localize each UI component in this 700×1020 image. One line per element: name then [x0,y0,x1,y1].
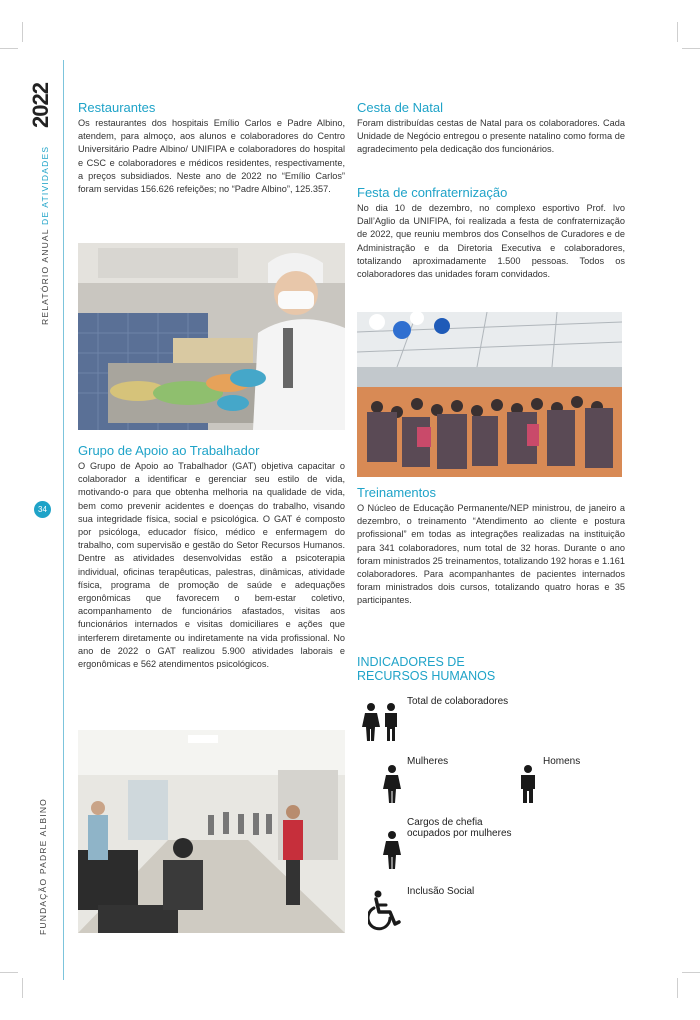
woman-icon [382,764,402,809]
section-treinamentos [357,485,625,608]
crop-mark [682,48,700,49]
sidebar-divider [63,60,64,980]
section-title: Festa de confraternização [357,185,508,200]
crop-mark [22,22,23,42]
year-logo: 2022 [28,83,53,128]
crop-mark [677,978,678,998]
party-photo [357,312,622,477]
section-title: Grupo de Apoio ao Trabalhador [78,443,260,458]
section-gat [78,443,345,671]
section-text: Foram distribuídas cestas de Natal para os colaboradores. Cada Unidade de Negócio entregou o presente natalino como forma de agradecimento pela dedicação dos funcionários. [357,118,625,155]
homens-label: Homens [543,756,581,767]
section-text: Os restaurantes dos hospitais Emílio Carlos e Padre Albino, atendem, para almoço, aos alunos e colaboradores do Centro Universitário Padre Albino/ UNIFIPA e colaboradores do hospital e CSC e colaboradores e médicos residentes, respectivamente, a preços subsidiados. Neste ano de 2022 no “Emílio Carlos” foram servidas 156.626 refeições; no “Padre Albino”, 125.357. [78,118,345,195]
kitchen-photo [78,243,345,430]
section-text: O Núcleo de Educação Permanente/NEP ministrou, de janeiro a dezembro, o treinamento “Atendimento ao cliente e postura profissional” em todas as integrações realizadas na instituição para 341 colaboradores, num total de 32 horas. Durante o ano foram ministrados 25 treinamentos, totalizando 192 horas e 1.161 colaboradores. Para acompanhantes de pacientes internados foram ministrados dois cursos, totalizando quatro horas e 35 participantes. [357,503,625,606]
total-label: Total de colaboradores [407,696,509,707]
exercise-photo [78,730,345,933]
section-cesta-natal [357,100,625,157]
report-title: RELATÓRIO ANUAL DE ATIVIDADES [40,145,50,325]
page-number: 34 [34,501,51,518]
crop-mark [0,48,18,49]
section-title: Restaurantes [78,100,156,115]
couple-icon [360,702,402,747]
mulheres-label: Mulheres [407,756,449,767]
crop-mark [0,972,18,973]
section-title: Cesta de Natal [357,100,443,115]
crop-mark [677,22,678,42]
indicadores-title: INDICADORES DE RECURSOS HUMANOS [357,655,496,683]
cargos-label: Cargos de chefia ocupados por mulheres [407,817,512,839]
inclusao-label: Inclusão Social [407,886,475,897]
wheelchair-icon [368,890,406,937]
man-icon [518,764,538,809]
crop-mark [22,978,23,998]
section-text: No dia 10 de dezembro, no complexo esportivo Prof. Ivo Dall’Aglio da UNIFIPA, foi realizada a festa de confraternização de 2022, que reuniu membros dos Conselhos de Curadores e de Administração e da Diretoria Executiva e colaboradores, totalizando aproximadamente 1.500 pessoas. Todos os colaboradores das unidades foram convidados. [357,203,625,280]
foundation-name: FUNDAÇÃO PADRE ALBINO [38,798,48,935]
section-text: O Grupo de Apoio ao Trabalhador (GAT) objetiva capacitar o colaborador a identificar e gerenciar seu estilo de vida, motivando-o para que obtenha melhoria na qualidade de vida, bem como prevenir acidentes e doenças do trabalho, visando sua integridade física, social e psicológica. O GAT é composto por psicóloga, educador físico, médico e enfermagem do trabalho, com supervisão e gestão do Setor Recursos Humanos. Dentre as atividades desenvolvidas estão a psicoterapia individual, oficinas terapêuticas, palestras, dinâmicas, atividade física, programa de promoção de saúde e adequações ergonômicas que favorecem o bem-estar coletivo, acompanhamento de funcionários afastados, visitas aos funcionários internados e visitas domiciliares e ações que interferem diretamente ou indiretamente na vida profissional. No ano de 2022 o GAT realizou 5.900 atividades laborais e ergonômicas e 562 atendimentos psicológicos. [78,461,345,670]
crop-mark [682,972,700,973]
section-title: Treinamentos [357,485,436,500]
section-festa [357,185,625,281]
woman-icon [382,830,402,875]
section-restaurantes [78,100,345,196]
